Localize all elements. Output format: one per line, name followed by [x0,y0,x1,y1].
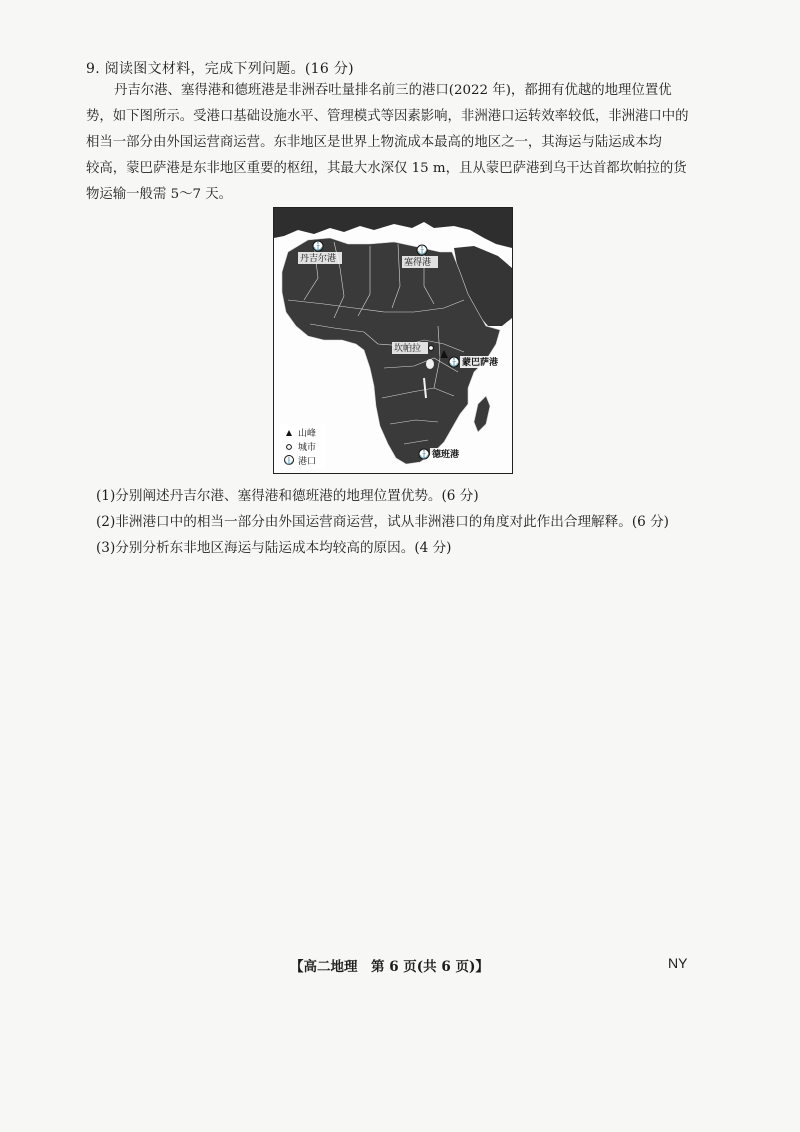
durban-port-marker [419,449,429,459]
subquestion-2: (2)非洲港口中的相当一部分由外国运营商运营，试从非洲港口的角度对此作出合理解释。(6 分) [96,514,669,530]
svg-text:⚓: ⚓ [284,457,294,465]
question-title: 9. 阅读图文材料，完成下列问题。(16 分) [86,61,354,77]
mombasa-label: 蒙巴萨港 [462,358,499,368]
footer-code: NY [668,955,688,971]
durban-label: 德班港 [432,450,460,460]
map-legend [280,424,326,468]
subquestion-3: (3)分别分析东非地区海运与陆运成本均较高的原因。(4 分) [96,540,452,556]
legend-port-icon [285,456,294,466]
page-footer: 【高二地理 第 6 页(共 6 页)】 [290,959,489,975]
svg-text:⚓: ⚓ [419,450,429,459]
africa-map [273,207,513,474]
svg-text:⚓: ⚓ [417,246,427,255]
material-line: 物运输一般需 5～7 天。 [86,187,233,202]
port-said-marker [417,245,427,255]
material-line: 相当一部分由外国运营商运营。东非地区是世界上物流成本最高的地区之一，其海运与陆运成本均 [86,135,662,150]
legend-city-label: 城市 [298,443,317,453]
legend-city-icon [287,445,292,450]
material-line: 丹吉尔港、塞得港和德班港是非洲吞吐量排名前三的港口(2022 年)，都拥有优越的地理位置优 [114,83,672,98]
material-line: 较高，蒙巴萨港是东非地区重要的枢纽，其最大水深仅 15 m，且从蒙巴萨港到乌干达首都坎帕拉的货 [86,161,687,176]
tangier-label: 丹吉尔港 [300,254,337,264]
lake-victoria [426,359,434,369]
port-said-label: 塞得港 [404,258,432,268]
material-paragraph [86,78,693,208]
material-line: 势，如下图所示。受港口基础设施水平、管理模式等因素影响，非洲港口运转效率较低，非洲港口中的 [86,109,689,124]
legend-port-label: 港口 [298,457,317,467]
africa-map-svg [274,208,512,473]
kampala-label: 坎帕拉 [394,344,422,354]
tangier-port-marker [313,241,323,251]
legend-peak-label: 山峰 [298,429,317,439]
mombasa-port-marker [449,357,459,367]
madagascar-landmass [474,396,490,432]
kampala-city-marker [429,346,434,351]
subquestion-1: (1)分别阐述丹吉尔港、塞得港和德班港的地理位置优势。(6 分) [96,488,479,504]
svg-text:⚓: ⚓ [313,242,323,251]
svg-text:⚓: ⚓ [449,358,459,367]
